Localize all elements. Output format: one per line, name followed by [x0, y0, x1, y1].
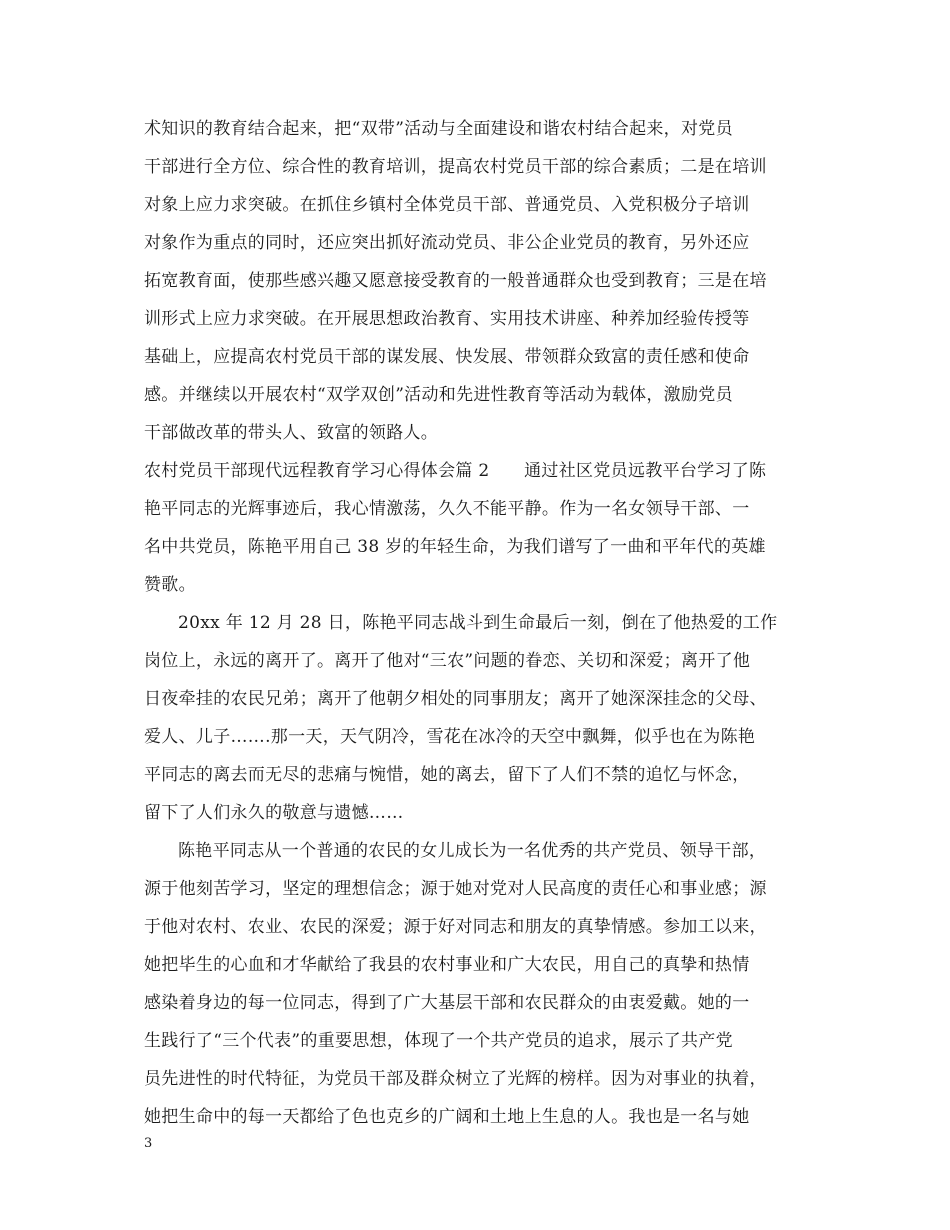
page-number: 3	[144, 1136, 153, 1151]
text-line: 拓宽教育面，使那些感兴趣又愿意接受教育的一般普通群众也受到教育；三是在培	[144, 271, 767, 291]
text-line: 对象作为重点的同时，还应突出抓好流动党员、非公企业党员的教育，另外还应	[144, 233, 750, 253]
text-line: 干部做改革的带头人、致富的领路人。	[144, 423, 439, 443]
text-line: 基础上，应提高农村党员干部的谋发展、快发展、带领群众致富的责任感和使命	[144, 347, 750, 367]
section-heading-line: 农村党员干部现代远程教育学习心得体会篇 2 通过社区党员远教平台学习了陈	[144, 461, 767, 481]
text-line: 名中共党员，陈艳平用自己 38 岁的年轻生命，为我们谱写了一曲和平年代的英雄	[144, 537, 766, 557]
paragraph-first-line: 陈艳平同志从一个普通的农民的女儿成长为一名优秀的共产党员、领导干部，	[178, 841, 767, 861]
text-line: 她把生命中的每一天都给了色也克乡的广阔和土地上生息的人。我也是一名与她	[144, 1107, 750, 1127]
text-line: 感。并继续以开展农村“双学双创”活动和先进性教育等活动为载体，激励党员	[144, 385, 733, 405]
text-line: 日夜牵挂的农民兄弟；离开了他朝夕相处的同事朋友；离开了她深深挂念的父母、	[144, 689, 767, 709]
text-line: 训形式上应力求突破。在开展思想政治教育、实用技术讲座、种养加经验传授等	[144, 309, 750, 329]
text-line: 于他对农村、农业、农民的深爱；源于好对同志和朋友的真挚情感。参加工以来，	[144, 917, 767, 937]
text-line: 对象上应力求突破。在抓住乡镇村全体党员干部、普通党员、入党积极分子培训	[144, 195, 750, 215]
text-line: 干部进行全方位、综合性的教育培训，提高农村党员干部的综合素质；二是在培训	[144, 157, 767, 177]
text-line: 艳平同志的光辉事迹后，我心情激荡，久久不能平静。作为一名女领导干部、一	[144, 499, 750, 519]
text-line: 平同志的离去而无尽的悲痛与惋惜，她的离去，留下了人们不禁的追忆与怀念，	[144, 765, 750, 785]
text-line: 岗位上，永远的离开了。离开了他对“三农”问题的眷恋、关切和深爱；离开了他	[144, 651, 751, 671]
text-line: 她把毕生的心血和才华献给了我县的农村事业和广大农民，用自己的真挚和热情	[144, 955, 750, 975]
text-line: 赞歌。	[144, 575, 196, 595]
paragraph-first-line: 20xx 年 12 月 28 日，陈艳平同志战斗到生命最后一刻，倒在了他热爱的工作	[178, 613, 778, 633]
text-line: 源于他刻苦学习，坚定的理想信念；源于她对党对人民高度的责任心和事业感；源	[144, 879, 767, 899]
text-line: 员先进性的时代特征，为党员干部及群众树立了光辉的榜样。因为对事业的执着，	[144, 1069, 767, 1089]
text-line: 爱人、儿子…….那一天，天气阴冷，雪花在冰冷的天空中飘舞，似乎也在为陈艳	[144, 727, 756, 747]
text-line: 术知识的教育结合起来，把“双带”活动与全面建设和谐农村结合起来，对党员	[144, 119, 733, 139]
text-line: 留下了人们永久的敬意与遗憾……	[144, 803, 404, 823]
text-line: 生践行了“三个代表”的重要思想，体现了一个共产党员的追求，展示了共产党	[144, 1031, 733, 1051]
text-line: 感染着身边的每一位同志，得到了广大基层干部和农民群众的由衷爱戴。她的一	[144, 993, 750, 1013]
